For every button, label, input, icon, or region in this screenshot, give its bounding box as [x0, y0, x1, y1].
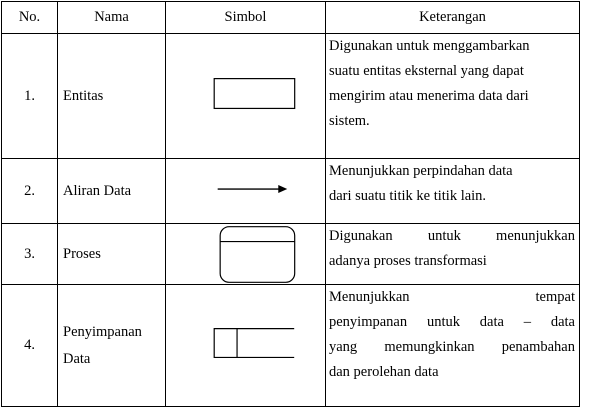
row-description [326, 224, 580, 285]
row-name-line: Penyimpanan [63, 323, 142, 340]
description-line: Menunjukkan tempat [329, 289, 575, 305]
row-name: Proses [58, 224, 166, 285]
header-nama: Nama [58, 2, 166, 34]
row-name-line: Data [63, 350, 91, 367]
symbol-cell [166, 285, 326, 407]
row-number: 3. [2, 224, 58, 285]
description-line: dari suatu titik ke titik lain. [329, 188, 487, 204]
description-line: dan perolehan data [329, 364, 439, 380]
table-row [2, 34, 580, 159]
table-row [2, 285, 580, 407]
description-line: suatu entitas eksternal yang dapat [329, 63, 524, 79]
description-line: yang memungkinkan penambahan [329, 339, 575, 355]
symbol-cell [166, 159, 326, 224]
description-line: Digunakan untuk menggambarkan [329, 38, 530, 54]
row-name: Entitas [58, 34, 166, 159]
description-line: Menunjukkan perpindahan data [329, 163, 513, 179]
row-number: 2. [2, 159, 58, 224]
description-line: penyimpanan untuk data – data [329, 314, 575, 330]
table-row [2, 159, 580, 224]
row-name [58, 285, 166, 407]
description-line: mengirim atau menerima data dari [329, 88, 529, 104]
symbol-table [1, 1, 580, 407]
header-row [2, 2, 580, 34]
row-description [326, 159, 580, 224]
header-no: No. [2, 2, 58, 34]
symbol-cell [166, 34, 326, 159]
symbol-cell [166, 224, 326, 285]
data-store-icon [166, 285, 325, 406]
data-flow-arrow-icon [166, 159, 325, 223]
row-number: 1. [2, 34, 58, 159]
entity-rectangle-icon [166, 34, 325, 158]
description-line: sistem. [329, 113, 370, 129]
description-line: Digunakan untuk menunjukkan [329, 228, 575, 244]
description-line: adanya proses transformasi [329, 253, 487, 269]
row-number: 4. [2, 285, 58, 407]
process-rounded-rectangle-icon [166, 224, 325, 284]
header-simbol: Simbol [166, 2, 326, 34]
row-description [326, 34, 580, 159]
row-description [326, 285, 580, 407]
header-keterangan: Keterangan [326, 2, 580, 34]
table-row [2, 224, 580, 285]
row-name: Aliran Data [58, 159, 166, 224]
